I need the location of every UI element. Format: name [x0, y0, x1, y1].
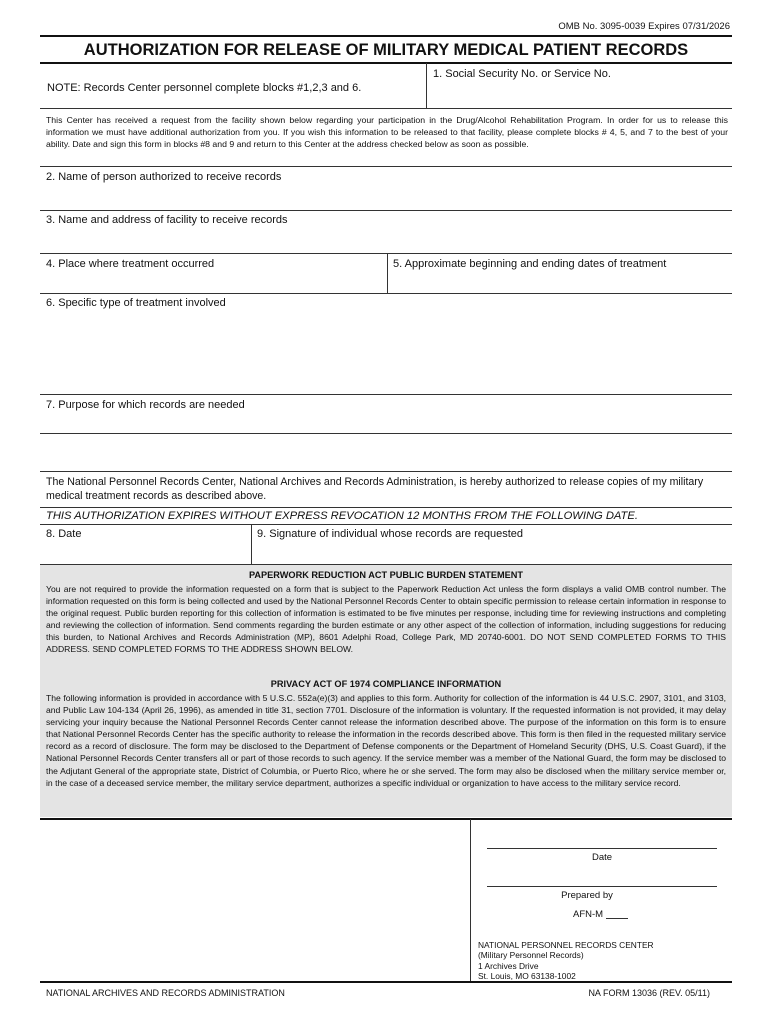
- footer-rule: [40, 981, 732, 983]
- rule-after-block6: [40, 394, 732, 395]
- facility-address-field[interactable]: [40, 228, 732, 252]
- purpose-field[interactable]: [40, 413, 732, 471]
- form-title: AUTHORIZATION FOR RELEASE OF MILITARY MEDICAL PATIENT RECORDS: [83, 41, 689, 59]
- rule-before-expires: [40, 507, 732, 508]
- authorization-statement: The National Personnel Records Center, National Archives and Records Administration, is hereby authorized to release copies of my military medical treatment records as described above.: [46, 476, 704, 502]
- omb-number: OMB No. 3095-0039 Expires 07/31/2026: [558, 21, 730, 32]
- treatment-dates-field[interactable]: [389, 272, 732, 292]
- date-field[interactable]: [40, 542, 249, 562]
- rule-after-intro: [40, 166, 732, 167]
- intro-paragraph: This Center has received a request from the facility shown below regarding your participation in the Drug/Alcohol Rehabilitation Program. In order for us to release this information we must have additional authorization from you. If you wish this information to be released to that facility, please complete blocks # 4, 5, and 7 to the best of your ability. Date and sign this form in blocks #8 and 9 and return to this Center at the address checked below as soon as possible.: [46, 115, 728, 150]
- address-line-1: NATIONAL PERSONNEL RECORDS CENTER: [478, 940, 654, 950]
- authorized-person-field[interactable]: [40, 185, 732, 209]
- header-top-rule: [40, 35, 732, 37]
- block1-divider: [426, 63, 427, 108]
- ssn-field[interactable]: [428, 82, 732, 106]
- office-use-left-area[interactable]: [40, 820, 468, 978]
- rule-after-block3: [40, 253, 732, 254]
- afn-line: [606, 918, 628, 919]
- block6-label: 6. Specific type of treatment involved: [46, 297, 226, 309]
- block1-label: 1. Social Security No. or Service No.: [433, 68, 611, 80]
- block8-label: 8. Date: [46, 528, 82, 540]
- title-bottom-rule: [40, 62, 732, 64]
- paperwork-text: You are not required to provide the information requested on a form that is subject to the Paperwork Reduction Act unless the form displays a valid OMB control number. The information requested on this form is being collected and used by the National Personnel Records Center to obtain specific permission to release certain information in response to the original request. Public burden reporting for this collection of information is estimated to be five minutes per response, including time for reviewing instructions and completing and reviewing the collection of information. Send comments regarding the burden estimate or any other aspect of the collection of information, including suggestions for reducing this burden, to National Archives and Records Administration (MP), 8601 Adelphi Road, College Park, MD 20740-6001. DO NOT SEND COMPLETED FORMS TO THIS ADDRESS. SEND COMPLETED FORMS TO THE ADDRESS SHOWN BELOW.: [46, 584, 726, 655]
- purpose-writing-line: [40, 433, 732, 434]
- office-date-label: Date: [591, 852, 613, 863]
- block7-label: 7. Purpose for which records are needed: [46, 399, 245, 411]
- address-line-4: St. Louis, MO 63138-1002: [478, 970, 576, 981]
- footer-form-number: NA FORM 13036 (REV. 05/11): [588, 988, 710, 998]
- rule-after-block2: [40, 210, 732, 211]
- prepared-by-label: Prepared by: [561, 890, 613, 901]
- address-line-3: 1 Archives Drive: [478, 960, 539, 971]
- prepared-by-line: [487, 886, 717, 887]
- footer-agency: NATIONAL ARCHIVES AND RECORDS ADMINISTRATION: [46, 988, 285, 998]
- treatment-type-field[interactable]: [40, 312, 732, 392]
- block9-label: 9. Signature of individual whose records are requested: [257, 528, 523, 540]
- rule-after-block4: [40, 293, 732, 294]
- block4-5-divider: [387, 253, 388, 293]
- signature-field[interactable]: [253, 542, 732, 562]
- privacy-heading: PRIVACY ACT OF 1974 COMPLIANCE INFORMATION: [270, 679, 502, 689]
- rule-after-note: [40, 108, 732, 109]
- block4-label: 4. Place where treatment occurred: [46, 258, 215, 270]
- block5-label: 5. Approximate beginning and ending dates of treatment: [393, 258, 667, 270]
- block2-label: 2. Name of person authorized to receive records: [46, 171, 282, 183]
- rule-after-block7: [40, 471, 732, 472]
- treatment-place-field[interactable]: [40, 272, 385, 292]
- rule-after-expires: [40, 524, 732, 525]
- expires-statement: THIS AUTHORIZATION EXPIRES WITHOUT EXPRESS REVOCATION 12 MONTHS FROM THE FOLLOWING DATE.: [46, 510, 638, 522]
- block8-9-divider: [251, 524, 252, 564]
- note-text: NOTE: Records Center personnel complete blocks #1,2,3 and 6.: [47, 82, 362, 94]
- center-address: [478, 940, 654, 981]
- office-date-line: [487, 848, 717, 849]
- afn-label: AFN-M: [573, 909, 604, 920]
- privacy-text: The following information is provided in accordance with 5 U.S.C. 552a(e)(3) and applies to this form. Authority for collection of the information is 44 U.S.C. 2907, 3101, and 3103, and Public Law 104-134 (April 26, 1996), as amended in title 31, section 7701. Disclosure of the information is voluntary. If the requested information is not provided, it may delay servicing your inquiry because the National Personnel Records Center cannot release the information described above. The purpose of the information on this form is to ensure that National Personnel Records Center has the specific authority to release the information in the records described above. This form is then filed in the requested military service record as a record of disclosure. The form may be disclosed to the Department of Defense components or the Department of Homeland Security (DHS, U.S. Coast Guard), if the National Personnel Records Center transfers all or part of those records to such agency. If the service member was a member of the National Guard, the form may be disclosed to the Adjutant General of the appropriate state, District of Columbia, or Puerto Rico, where he or she served. The form may also be disclosed when the military service member or, in the case of a deceased service member, the military service department, authorizes a specific individual or organization to have access to the military service record.: [46, 693, 726, 788]
- address-line-2: (Military Personnel Records): [478, 950, 584, 961]
- paperwork-heading: PAPERWORK REDUCTION ACT PUBLIC BURDEN STATEMENT: [248, 570, 524, 580]
- office-use-divider: [470, 819, 471, 981]
- block3-label: 3. Name and address of facility to receive records: [46, 214, 288, 226]
